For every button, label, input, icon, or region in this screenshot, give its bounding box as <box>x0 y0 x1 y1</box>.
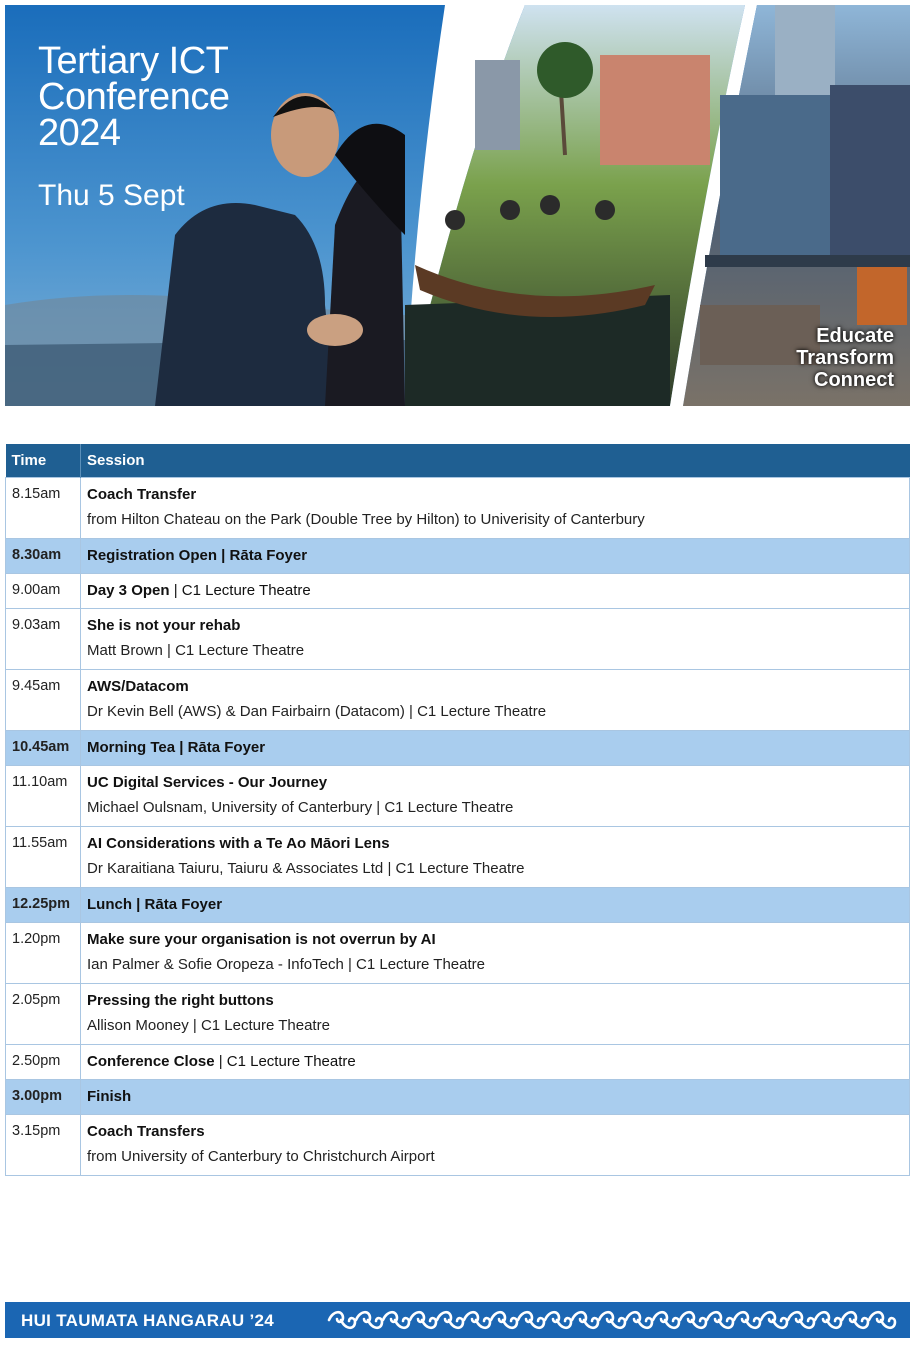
footer-banner <box>5 1302 910 1338</box>
session-title: Day 3 Open <box>87 582 170 599</box>
session-heading <box>87 931 903 948</box>
time-cell: 3.15pm <box>6 1115 81 1176</box>
session-details: Michael Oulsnam, University of Canterbury | C1 Lecture Theatre <box>87 799 514 816</box>
koru-motif <box>788 1312 814 1328</box>
session-cell <box>81 478 910 539</box>
highlight-row <box>6 888 910 923</box>
koru-motif <box>329 1312 355 1328</box>
session-details: Allison Mooney | C1 Lecture Theatre <box>87 1017 330 1034</box>
tagline <box>796 325 894 391</box>
table-row <box>6 1045 910 1080</box>
highlight-row <box>6 539 910 574</box>
time-cell: 12.25pm <box>6 888 81 923</box>
session-heading <box>87 582 903 599</box>
koru-motif <box>842 1312 868 1328</box>
schedule-body <box>6 478 910 1176</box>
session-heading <box>87 678 903 695</box>
tagline-line: Connect <box>814 369 894 391</box>
highlight-row <box>6 731 910 766</box>
koru-motif <box>383 1312 409 1328</box>
koru-motif <box>410 1312 436 1328</box>
conference-date: Thu 5 Sept <box>38 179 185 212</box>
session-title: Pressing the right buttons <box>87 992 274 1009</box>
koru-motif <box>653 1312 679 1328</box>
session-heading <box>87 835 903 852</box>
session-location: | C1 Lecture Theatre <box>169 582 311 599</box>
session-cell <box>81 1115 910 1176</box>
session-title: She is not your rehab <box>87 617 241 634</box>
session-title: Finish <box>87 1088 132 1105</box>
koru-motif <box>815 1312 841 1328</box>
table-row <box>6 984 910 1045</box>
hero-banner <box>5 5 910 406</box>
time-cell: 11.55am <box>6 827 81 888</box>
session-details: from Hilton Chateau on the Park (Double Tree by Hilton) to Univerisity of Canterbury <box>87 511 645 528</box>
koru-motif <box>518 1312 544 1328</box>
table-row <box>6 670 910 731</box>
session-title: Registration Open | Rāta Foyer <box>87 547 308 564</box>
time-cell: 8.15am <box>6 478 81 539</box>
table-row <box>6 827 910 888</box>
schedule-table <box>5 444 910 1176</box>
time-cell: 9.45am <box>6 670 81 731</box>
session-title: AI Considerations with a Te Ao Māori Lens <box>87 835 390 852</box>
koru-motif <box>626 1312 652 1328</box>
koru-motif <box>707 1312 733 1328</box>
session-cell <box>81 984 910 1045</box>
session-title: Coach Transfers <box>87 1123 205 1140</box>
time-column-header: Time <box>6 444 81 478</box>
koru-motif <box>545 1312 571 1328</box>
time-cell: 9.03am <box>6 609 81 670</box>
session-title: Morning Tea | Rāta Foyer <box>87 739 266 756</box>
table-row <box>6 923 910 984</box>
session-details: Dr Kevin Bell (AWS) & Dan Fairbairn (Datacom) | C1 Lecture Theatre <box>87 703 547 720</box>
session-details: Dr Karaitiana Taiuru, Taiuru & Associates Ltd | C1 Lecture Theatre <box>87 860 525 877</box>
session-heading <box>87 486 903 503</box>
time-cell: 10.45am <box>6 731 81 766</box>
session-title: AWS/Datacom <box>87 678 189 695</box>
time-cell: 2.05pm <box>6 984 81 1045</box>
session-heading <box>87 1053 903 1070</box>
session-heading <box>87 547 903 564</box>
session-cell <box>81 766 910 827</box>
session-details: Matt Brown | C1 Lecture Theatre <box>87 642 305 659</box>
time-cell: 8.30am <box>6 539 81 574</box>
table-row <box>6 609 910 670</box>
session-cell <box>81 888 910 923</box>
session-details: from University of Canterbury to Christchurch Airport <box>87 1148 435 1165</box>
session-cell <box>81 574 910 609</box>
session-title: Conference Close <box>87 1053 215 1070</box>
title-line: Conference <box>38 76 230 118</box>
session-heading <box>87 739 903 756</box>
koru-motif <box>761 1312 787 1328</box>
session-cell <box>81 923 910 984</box>
session-cell <box>81 1045 910 1080</box>
time-cell: 1.20pm <box>6 923 81 984</box>
time-cell: 11.10am <box>6 766 81 827</box>
table-row <box>6 478 910 539</box>
session-location: | C1 Lecture Theatre <box>214 1053 356 1070</box>
table-row <box>6 574 910 609</box>
session-details: Ian Palmer & Sofie Oropeza - InfoTech | C1 Lecture Theatre <box>87 956 485 973</box>
koru-motif <box>734 1312 760 1328</box>
conference-title <box>38 40 230 154</box>
koru-motif <box>491 1312 517 1328</box>
time-cell: 3.00pm <box>6 1080 81 1115</box>
koru-motif <box>680 1312 706 1328</box>
koru-motif <box>464 1312 490 1328</box>
session-title: Coach Transfer <box>87 486 197 503</box>
tagline-line: Educate <box>816 325 894 347</box>
session-heading <box>87 896 903 913</box>
session-heading <box>87 1088 903 1105</box>
koru-motif <box>356 1312 382 1328</box>
title-line: Tertiary ICT <box>38 40 229 82</box>
table-row <box>6 766 910 827</box>
session-cell <box>81 670 910 731</box>
session-column-header: Session <box>81 444 910 478</box>
koru-pattern-icon <box>327 1308 910 1332</box>
time-cell: 2.50pm <box>6 1045 81 1080</box>
koru-motif <box>599 1312 625 1328</box>
koru-motif <box>437 1312 463 1328</box>
session-heading <box>87 617 903 634</box>
footer-text: HUI TAUMATA HANGARAU ’24 <box>21 1311 275 1330</box>
session-heading <box>87 1123 903 1140</box>
session-heading <box>87 774 903 791</box>
highlight-row <box>6 1080 910 1115</box>
session-cell <box>81 827 910 888</box>
session-cell <box>81 731 910 766</box>
table-row <box>6 1115 910 1176</box>
koru-motif <box>869 1312 895 1328</box>
tagline-line: Transform <box>796 347 894 369</box>
session-heading <box>87 992 903 1009</box>
session-cell <box>81 539 910 574</box>
session-title: UC Digital Services - Our Journey <box>87 774 328 791</box>
koru-motif <box>572 1312 598 1328</box>
table-header-row <box>6 444 910 478</box>
time-cell: 9.00am <box>6 574 81 609</box>
title-line: 2024 <box>38 112 121 154</box>
session-cell <box>81 609 910 670</box>
session-title: Lunch | Rāta Foyer <box>87 896 223 913</box>
session-cell <box>81 1080 910 1115</box>
session-title: Make sure your organisation is not overrun by AI <box>87 931 436 948</box>
